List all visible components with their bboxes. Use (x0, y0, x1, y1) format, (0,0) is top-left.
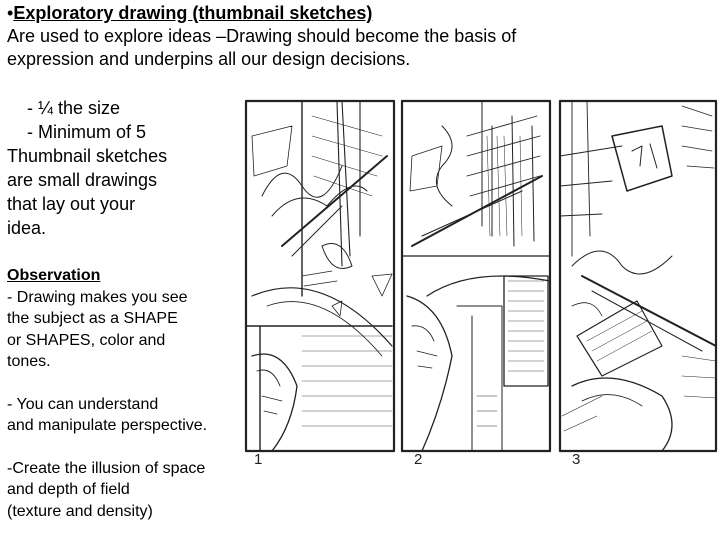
sketch-panel-3 (560, 101, 716, 451)
observation-p2-line: - You can understand (7, 395, 159, 413)
note-line-4: idea. (7, 218, 47, 238)
title-line-1: Are used to explore ideas –Drawing should become the basis of (7, 26, 517, 46)
observation-heading: Observation (7, 267, 101, 284)
thumbnail-notes (7, 96, 239, 240)
observation-p2-line: and manipulate perspective. (7, 417, 208, 434)
slide-title-block (7, 2, 707, 71)
observation-p1-line: the subject as a SHAPE (7, 310, 178, 327)
spacer (7, 373, 239, 394)
note-size: - ¼ the size (27, 98, 121, 118)
panel-number-1: 1 (254, 451, 263, 466)
observation-p3-line: (texture and density) (7, 502, 153, 520)
observation-p1-line: tones. (7, 353, 51, 370)
title-heading: Exploratory drawing (thumbnail sketches) (13, 3, 373, 23)
observation-p3-line: -Create the illusion of space (7, 459, 206, 477)
thumbnail-sketches-image (242, 96, 720, 466)
note-line-2: are small drawings (7, 170, 158, 190)
observation-p1-line: or SHAPES, color and (7, 331, 166, 349)
title-line-2: expression and underpins all our design decisions. (7, 49, 411, 69)
observation-p1-line: - Drawing makes you see (7, 288, 188, 306)
note-line-1: Thumbnail sketches (7, 146, 168, 166)
sketch-panel-2 (402, 101, 550, 451)
panel-number-3: 3 (572, 451, 581, 466)
spacer (7, 437, 239, 458)
note-minimum: - Minimum of 5 (27, 122, 147, 142)
panel-number-2: 2 (414, 451, 423, 466)
observation-p3-line: and depth of field (7, 481, 130, 498)
title-heading-line (7, 2, 707, 25)
sketch-panel-1 (246, 101, 394, 451)
title-bullet: • (7, 3, 14, 23)
observation-section (7, 265, 239, 522)
note-line-3: that lay out your (7, 194, 136, 214)
